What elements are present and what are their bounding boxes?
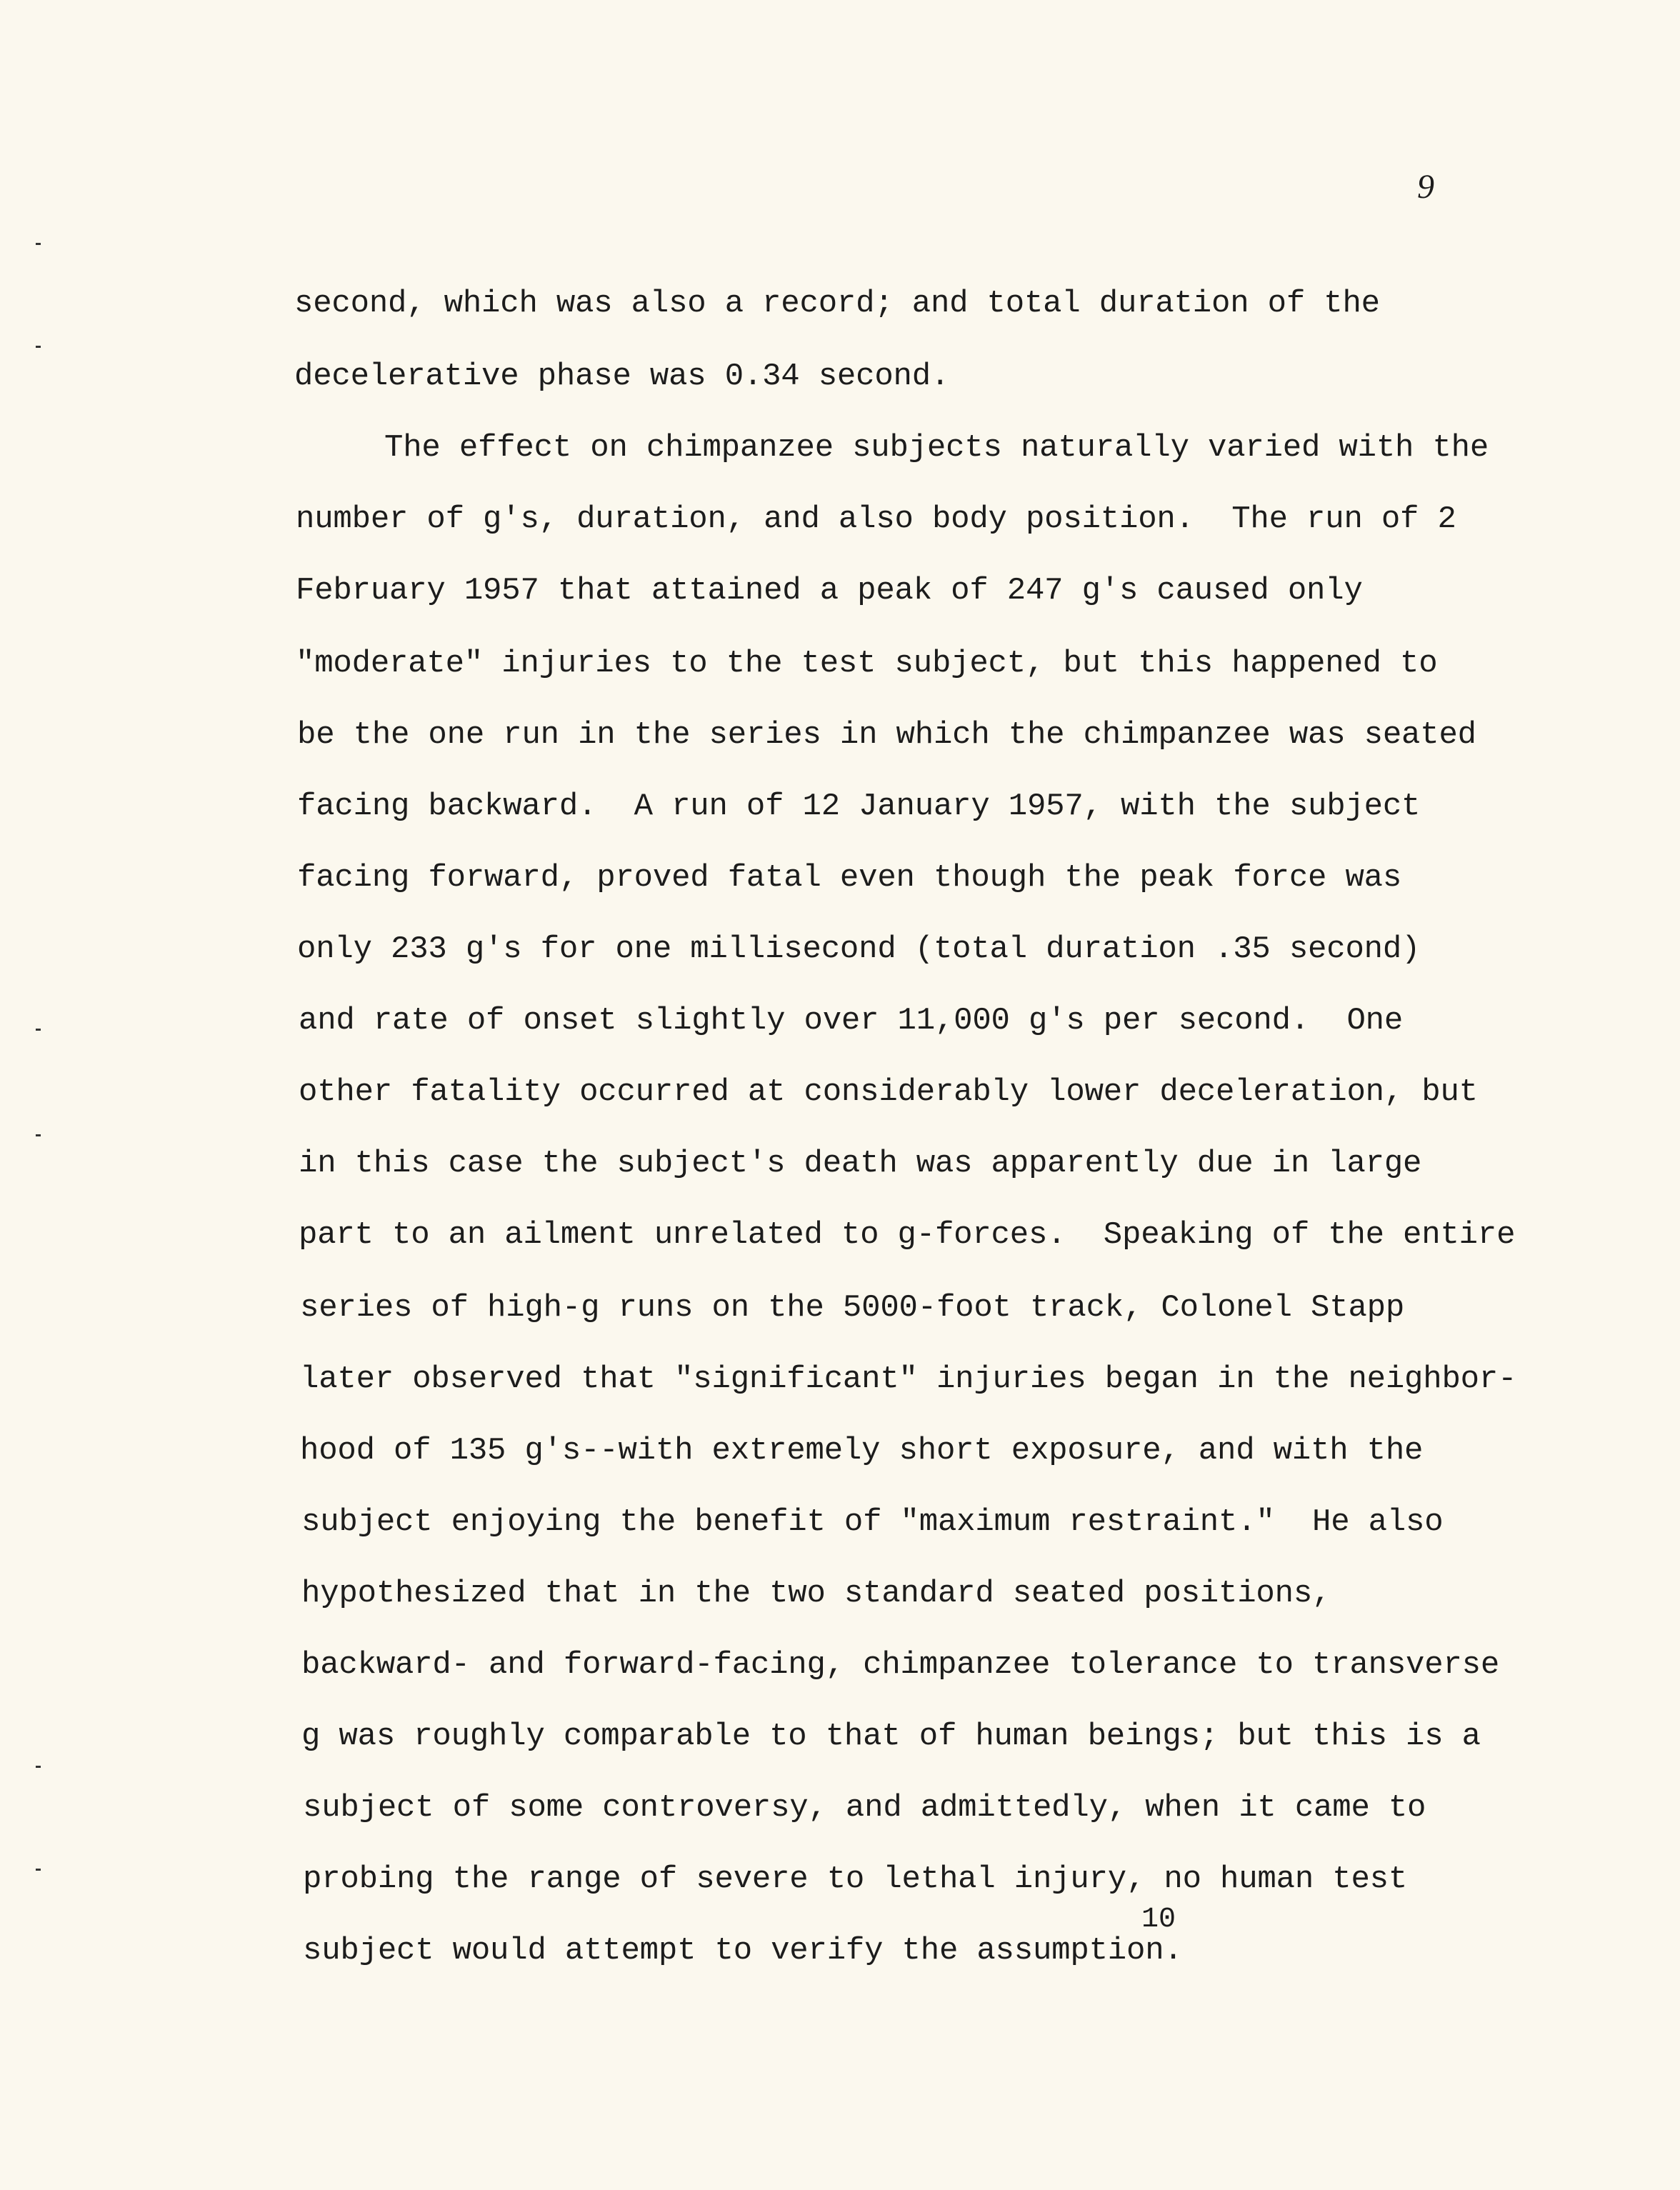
text-line: February 1957 that attained a peak of 247 g's caused only xyxy=(296,573,1363,609)
margin-mark xyxy=(36,1029,41,1031)
text-line: hood of 135 g's--with extremely short exposure, and with the xyxy=(300,1433,1424,1469)
text-line: later observed that "significant" injuries began in the neighbor- xyxy=(300,1361,1517,1397)
text-line: only 233 g's for one millisecond (total duration .35 second) xyxy=(297,931,1421,967)
footnote-reference: 10 xyxy=(1141,1904,1176,1936)
text-line: backward- and forward-facing, chimpanzee tolerance to transverse xyxy=(301,1647,1500,1683)
text-line: facing backward. A run of 12 January 1957, with the subject xyxy=(297,789,1421,824)
page-number: 9 xyxy=(1417,168,1434,206)
margin-mark xyxy=(36,1869,41,1871)
margin-mark xyxy=(36,346,41,348)
text-line: The effect on chimpanzee subjects naturally varied with the xyxy=(384,430,1489,466)
text-line: part to an ailment unrelated to g-forces. Speaking of the entire xyxy=(299,1217,1516,1253)
text-line: subject of some controversy, and admittedly, when it came to xyxy=(303,1790,1426,1826)
margin-mark xyxy=(36,1766,41,1768)
text-line: and rate of onset slightly over 11,000 g's per second. One xyxy=(299,1003,1404,1039)
margin-mark xyxy=(36,243,41,245)
text-line: g was roughly comparable to that of human beings; but this is a xyxy=(301,1719,1481,1754)
text-line: second, which was also a record; and total duration of the xyxy=(294,286,1380,321)
text-line: other fatality occurred at considerably lower deceleration, but xyxy=(299,1074,1478,1110)
text-line: number of g's, duration, and also body position. The run of 2 xyxy=(296,501,1456,537)
text-line: "moderate" injuries to the test subject, but this happened to xyxy=(296,646,1438,681)
text-line: facing forward, proved fatal even though the peak force was xyxy=(297,860,1402,896)
text-line: hypothesized that in the two standard seated positions, xyxy=(301,1576,1331,1611)
text-line: be the one run in the series in which the chimpanzee was seated xyxy=(297,717,1476,753)
text-line: subject would attempt to verify the assumption. xyxy=(303,1933,1183,1969)
text-line: subject enjoying the benefit of "maximum restraint." He also xyxy=(301,1504,1444,1540)
text-line: in this case the subject's death was apparently due in large xyxy=(299,1146,1422,1181)
text-line: series of high-g runs on the 5000-foot track, Colonel Stapp xyxy=(300,1290,1405,1326)
margin-mark xyxy=(36,1134,41,1136)
text-line: decelerative phase was 0.34 second. xyxy=(294,359,950,394)
text-line: probing the range of severe to lethal injury, no human test xyxy=(303,1861,1408,1897)
